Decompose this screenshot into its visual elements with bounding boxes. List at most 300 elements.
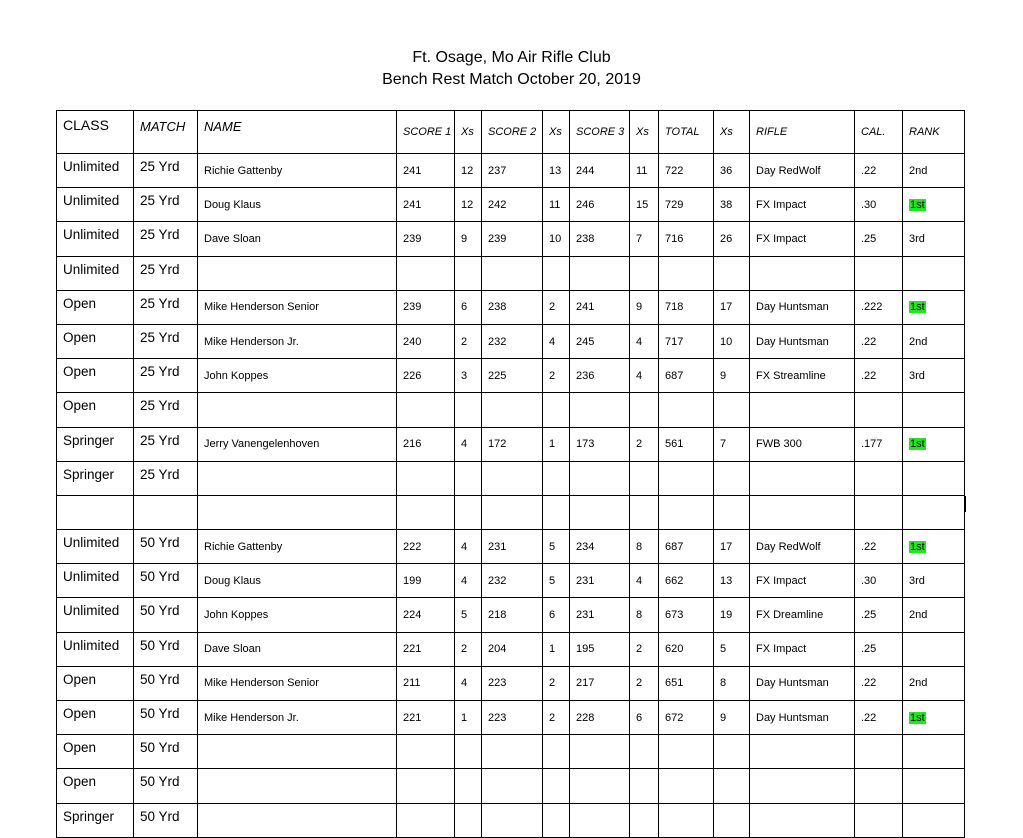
header-xs1: Xs (455, 111, 482, 154)
cell-score2: 172 (482, 427, 543, 461)
cell-xs2 (543, 735, 570, 769)
header-class: CLASS (57, 111, 134, 154)
cell-name: Dave Sloan (198, 222, 397, 256)
rank-first-highlight: 1st (910, 438, 925, 451)
cell-score2: 238 (482, 290, 543, 324)
cell-rifle (750, 256, 855, 290)
cell-caliber: .25 (855, 632, 903, 666)
cell-xs-total: 5 (714, 632, 750, 666)
header-caliber: CAL. (855, 111, 903, 154)
table-row (57, 461, 965, 495)
cell-xs3: 4 (630, 324, 659, 358)
cell-xs1: 2 (455, 324, 482, 358)
header-match: MATCH (134, 111, 198, 154)
cell-xs-total (714, 803, 750, 837)
cell-xs3: 8 (630, 598, 659, 632)
cell-name (198, 256, 397, 290)
cell-total (659, 803, 714, 837)
cell-class: Unlimited (57, 188, 134, 222)
cell-total: 687 (659, 530, 714, 564)
cell-caliber: .22 (855, 359, 903, 393)
cell-rank: 2nd (903, 598, 965, 632)
cell-xs2: 1 (543, 632, 570, 666)
rank-first-highlight: 1st (910, 540, 925, 553)
header-rifle: RIFLE (750, 111, 855, 154)
header-name: NAME (198, 111, 397, 154)
cell-xs1 (455, 495, 482, 529)
cell-rifle: Day RedWolf (750, 530, 855, 564)
table-row (57, 735, 965, 769)
cell-class: Unlimited (57, 530, 134, 564)
cell-total: 620 (659, 632, 714, 666)
cell-score2 (482, 256, 543, 290)
cell-rank: 2nd (903, 666, 965, 700)
cell-xs-total: 8 (714, 666, 750, 700)
cell-xs2 (543, 769, 570, 803)
cell-xs2 (543, 803, 570, 837)
table-row (57, 324, 965, 358)
cell-score3 (570, 393, 630, 427)
cell-xs1: 2 (455, 632, 482, 666)
cell-score1: 241 (397, 188, 455, 222)
cell-score2 (482, 461, 543, 495)
cell-total: 717 (659, 324, 714, 358)
cell-rank (903, 393, 965, 427)
cell-score3: 195 (570, 632, 630, 666)
table-row (57, 598, 965, 632)
table-row (57, 530, 965, 564)
cell-class: Springer (57, 803, 134, 837)
cell-class: Open (57, 666, 134, 700)
cell-rifle: Day Huntsman (750, 290, 855, 324)
cell-score1: 221 (397, 701, 455, 735)
cell-xs-total: 26 (714, 222, 750, 256)
table-row (57, 359, 965, 393)
cell-rifle (750, 803, 855, 837)
cell-score1 (397, 803, 455, 837)
cell-class: Open (57, 359, 134, 393)
cell-xs2 (543, 495, 570, 529)
cell-rifle: Day Huntsman (750, 324, 855, 358)
table-row (57, 666, 965, 700)
cell-xs-total (714, 393, 750, 427)
cell-match: 50 Yrd (134, 803, 198, 837)
cell-score3: 245 (570, 324, 630, 358)
cell-xs2: 5 (543, 530, 570, 564)
cell-score2 (482, 393, 543, 427)
cell-score3: 173 (570, 427, 630, 461)
cell-total (659, 256, 714, 290)
cell-rank (903, 803, 965, 837)
cell-caliber (855, 495, 903, 529)
cell-score1 (397, 256, 455, 290)
cell-match: 50 Yrd (134, 530, 198, 564)
cell-total: 672 (659, 701, 714, 735)
cell-caliber (855, 735, 903, 769)
cell-xs3 (630, 769, 659, 803)
cell-name: Mike Henderson Jr. (198, 324, 397, 358)
cell-name (198, 393, 397, 427)
cell-class: Open (57, 393, 134, 427)
cell-xs3: 2 (630, 427, 659, 461)
cell-rank (903, 461, 965, 495)
cell-match: 50 Yrd (134, 598, 198, 632)
cell-xs1 (455, 393, 482, 427)
cell-score1: 239 (397, 222, 455, 256)
cell-xs2: 13 (543, 154, 570, 188)
cell-xs3 (630, 256, 659, 290)
header-score3: SCORE 3 (570, 111, 630, 154)
cell-rank: 2nd (903, 324, 965, 358)
cell-class: Open (57, 290, 134, 324)
cell-score3 (570, 769, 630, 803)
cell-xs3: 8 (630, 530, 659, 564)
cell-xs3: 11 (630, 154, 659, 188)
cell-xs1: 1 (455, 701, 482, 735)
cell-xs3: 15 (630, 188, 659, 222)
cell-score1 (397, 495, 455, 529)
cell-xs-total: 36 (714, 154, 750, 188)
cell-caliber: .177 (855, 427, 903, 461)
cell-caliber (855, 803, 903, 837)
cell-match: 50 Yrd (134, 735, 198, 769)
table-row (57, 154, 965, 188)
cell-name (198, 803, 397, 837)
cell-class: Unlimited (57, 598, 134, 632)
cell-xs1: 3 (455, 359, 482, 393)
cell-xs1: 4 (455, 530, 482, 564)
cell-class: Open (57, 769, 134, 803)
cell-match: 25 Yrd (134, 393, 198, 427)
cell-name (198, 735, 397, 769)
cell-xs-total: 9 (714, 701, 750, 735)
cell-rifle: Day RedWolf (750, 154, 855, 188)
cell-xs3: 7 (630, 222, 659, 256)
cell-class: Unlimited (57, 256, 134, 290)
cell-score3: 238 (570, 222, 630, 256)
cell-rifle (750, 495, 855, 529)
cell-xs-total: 38 (714, 188, 750, 222)
cell-name: Mike Henderson Jr. (198, 701, 397, 735)
rank-first-highlight: 1st (910, 711, 925, 724)
cell-xs1: 9 (455, 222, 482, 256)
cell-xs1: 6 (455, 290, 482, 324)
cell-score1 (397, 461, 455, 495)
cell-score1 (397, 769, 455, 803)
cell-match: 50 Yrd (134, 769, 198, 803)
cell-score3 (570, 256, 630, 290)
cell-rank (903, 632, 965, 666)
cell-match: 50 Yrd (134, 701, 198, 735)
cell-score2: 204 (482, 632, 543, 666)
cell-score1: 216 (397, 427, 455, 461)
table-row (57, 495, 965, 529)
cell-caliber: .222 (855, 290, 903, 324)
cell-score2: 231 (482, 530, 543, 564)
cell-xs-total (714, 495, 750, 529)
cell-caliber: .22 (855, 324, 903, 358)
cell-score2: 232 (482, 564, 543, 598)
cell-total (659, 461, 714, 495)
table-row (57, 256, 965, 290)
cell-name: John Koppes (198, 598, 397, 632)
cell-xs2: 2 (543, 701, 570, 735)
cell-caliber: .22 (855, 154, 903, 188)
cell-rifle: FX Impact (750, 632, 855, 666)
cell-class: Open (57, 324, 134, 358)
cell-score2: 232 (482, 324, 543, 358)
cell-score2: 242 (482, 188, 543, 222)
cell-rifle: FX Streamline (750, 359, 855, 393)
cell-rifle: FX Dreamline (750, 598, 855, 632)
cell-match: 25 Yrd (134, 359, 198, 393)
cell-xs2 (543, 461, 570, 495)
cell-name (198, 495, 397, 529)
cell-rifle (750, 393, 855, 427)
cell-name (198, 461, 397, 495)
table-row (57, 188, 965, 222)
cell-rank: 2nd (903, 154, 965, 188)
cell-score1: 199 (397, 564, 455, 598)
cell-rifle (750, 461, 855, 495)
cell-xs3 (630, 393, 659, 427)
cell-caliber (855, 256, 903, 290)
cell-xs3: 4 (630, 359, 659, 393)
cell-score2 (482, 769, 543, 803)
cell-rank (903, 701, 965, 735)
table-row (57, 222, 965, 256)
cell-total: 561 (659, 427, 714, 461)
cell-rank (903, 290, 965, 324)
cell-xs2: 2 (543, 666, 570, 700)
header-xs2: Xs (543, 111, 570, 154)
cell-score3 (570, 735, 630, 769)
cell-caliber: .25 (855, 598, 903, 632)
table-row (57, 803, 965, 837)
cell-total: 673 (659, 598, 714, 632)
cell-xs3 (630, 461, 659, 495)
cell-score3 (570, 461, 630, 495)
table-row (57, 427, 965, 461)
cell-name: Jerry Vanengelenhoven (198, 427, 397, 461)
cell-xs2: 2 (543, 290, 570, 324)
table-row (57, 564, 965, 598)
cell-xs1: 4 (455, 427, 482, 461)
cell-xs3 (630, 735, 659, 769)
rank-first-highlight: 1st (910, 198, 925, 211)
cell-total (659, 393, 714, 427)
cell-score2: 218 (482, 598, 543, 632)
cell-rifle: Day Huntsman (750, 701, 855, 735)
cell-score3: 228 (570, 701, 630, 735)
cell-match: 50 Yrd (134, 632, 198, 666)
cell-caliber: .22 (855, 701, 903, 735)
cell-caliber: .22 (855, 666, 903, 700)
cell-score3: 246 (570, 188, 630, 222)
cell-rank (903, 188, 965, 222)
cell-total (659, 495, 714, 529)
cell-class: Springer (57, 461, 134, 495)
cell-class: Unlimited (57, 222, 134, 256)
cell-score1: 239 (397, 290, 455, 324)
cell-total: 662 (659, 564, 714, 598)
table-row (57, 393, 965, 427)
cell-total (659, 769, 714, 803)
cell-score2: 225 (482, 359, 543, 393)
cell-total: 716 (659, 222, 714, 256)
cell-xs-total (714, 735, 750, 769)
cell-rifle (750, 769, 855, 803)
cell-xs-total: 17 (714, 530, 750, 564)
cell-score3: 236 (570, 359, 630, 393)
cell-match (134, 495, 198, 529)
cell-score2 (482, 495, 543, 529)
document-title (0, 47, 1023, 91)
cell-total: 729 (659, 188, 714, 222)
cell-rank (903, 530, 965, 564)
cell-xs-total (714, 769, 750, 803)
header-row (57, 111, 965, 154)
cell-rifle: FX Impact (750, 188, 855, 222)
cell-match: 25 Yrd (134, 154, 198, 188)
cell-caliber (855, 393, 903, 427)
cell-xs2 (543, 393, 570, 427)
cell-score3: 241 (570, 290, 630, 324)
cell-caliber: .30 (855, 188, 903, 222)
cell-xs1: 12 (455, 154, 482, 188)
cell-xs1 (455, 803, 482, 837)
cell-class: Unlimited (57, 154, 134, 188)
cell-xs3: 2 (630, 632, 659, 666)
cell-xs3 (630, 495, 659, 529)
results-body (57, 111, 965, 838)
cell-score1: 241 (397, 154, 455, 188)
cell-caliber (855, 769, 903, 803)
cell-xs3: 6 (630, 701, 659, 735)
cell-rank: 3rd (903, 222, 965, 256)
cell-xs2: 10 (543, 222, 570, 256)
cell-xs2: 5 (543, 564, 570, 598)
cell-xs2 (543, 256, 570, 290)
cell-rank (903, 495, 965, 529)
cell-xs2: 4 (543, 324, 570, 358)
cell-match: 25 Yrd (134, 461, 198, 495)
cell-score2: 223 (482, 701, 543, 735)
cell-score3: 234 (570, 530, 630, 564)
cell-score2 (482, 735, 543, 769)
cell-rank: 3rd (903, 359, 965, 393)
cell-xs2: 1 (543, 427, 570, 461)
rank-first-highlight: 1st (910, 301, 925, 314)
header-score2: SCORE 2 (482, 111, 543, 154)
match-title: Bench Rest Match October 20, 2019 (382, 71, 641, 88)
cell-match: 25 Yrd (134, 222, 198, 256)
cell-name: Doug Klaus (198, 564, 397, 598)
cell-class: Open (57, 735, 134, 769)
cell-xs-total: 19 (714, 598, 750, 632)
cell-rank: 3rd (903, 564, 965, 598)
cell-caliber: .22 (855, 530, 903, 564)
cell-rifle: FWB 300 (750, 427, 855, 461)
cell-score1 (397, 735, 455, 769)
table-row (57, 290, 965, 324)
cell-rank (903, 769, 965, 803)
table-row (57, 632, 965, 666)
cell-rifle: Day Huntsman (750, 666, 855, 700)
cell-match: 50 Yrd (134, 666, 198, 700)
cell-score1: 221 (397, 632, 455, 666)
cell-score3 (570, 803, 630, 837)
header-total: TOTAL (659, 111, 714, 154)
header-rank: RANK (903, 111, 965, 154)
cell-xs1 (455, 256, 482, 290)
cell-total: 722 (659, 154, 714, 188)
cell-xs-total: 17 (714, 290, 750, 324)
cell-score2: 237 (482, 154, 543, 188)
cell-class: Springer (57, 427, 134, 461)
cell-score1 (397, 393, 455, 427)
results-table (56, 110, 965, 838)
cell-xs1 (455, 769, 482, 803)
cell-xs1 (455, 735, 482, 769)
cell-total: 718 (659, 290, 714, 324)
cell-class: Open (57, 701, 134, 735)
cell-xs-total: 13 (714, 564, 750, 598)
cell-rank (903, 256, 965, 290)
cell-name: Mike Henderson Senior (198, 666, 397, 700)
cell-match: 50 Yrd (134, 564, 198, 598)
cell-score1: 240 (397, 324, 455, 358)
cell-total: 651 (659, 666, 714, 700)
cell-rank (903, 735, 965, 769)
cell-score2: 239 (482, 222, 543, 256)
header-xs-total: Xs (714, 111, 750, 154)
header-xs3: Xs (630, 111, 659, 154)
cell-score3: 244 (570, 154, 630, 188)
cell-xs2: 11 (543, 188, 570, 222)
cell-score3 (570, 495, 630, 529)
cell-xs1: 5 (455, 598, 482, 632)
text-cursor (964, 496, 966, 512)
cell-match: 25 Yrd (134, 324, 198, 358)
cell-match: 25 Yrd (134, 188, 198, 222)
cell-class: Unlimited (57, 632, 134, 666)
cell-xs3: 2 (630, 666, 659, 700)
cell-class: Unlimited (57, 564, 134, 598)
cell-match: 25 Yrd (134, 290, 198, 324)
cell-score2: 223 (482, 666, 543, 700)
cell-rifle: FX Impact (750, 222, 855, 256)
cell-name: Richie Gattenby (198, 530, 397, 564)
cell-score1: 211 (397, 666, 455, 700)
cell-xs-total: 10 (714, 324, 750, 358)
cell-xs-total: 9 (714, 359, 750, 393)
cell-score3: 231 (570, 598, 630, 632)
cell-caliber: .30 (855, 564, 903, 598)
cell-xs3: 9 (630, 290, 659, 324)
cell-score1: 224 (397, 598, 455, 632)
cell-rank (903, 427, 965, 461)
header-score1: SCORE 1 (397, 111, 455, 154)
cell-xs1: 4 (455, 564, 482, 598)
club-name: Ft. Osage, Mo Air Rifle Club (412, 49, 611, 66)
cell-match: 25 Yrd (134, 427, 198, 461)
cell-xs3: 4 (630, 564, 659, 598)
cell-xs-total: 7 (714, 427, 750, 461)
cell-score2 (482, 803, 543, 837)
cell-xs2: 2 (543, 359, 570, 393)
cell-total: 687 (659, 359, 714, 393)
